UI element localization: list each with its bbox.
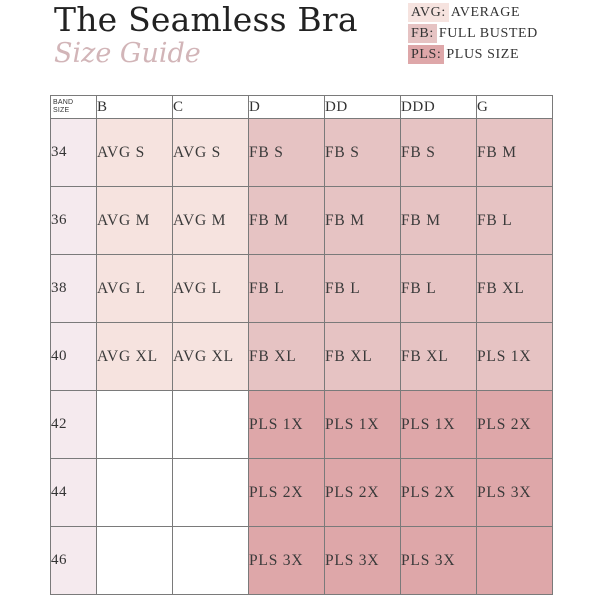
table-row (51, 527, 553, 595)
size-cell: FB M (401, 187, 477, 255)
size-chart-table (50, 95, 553, 595)
size-cell: PLS 1X (477, 323, 553, 391)
band-size-cell: 40 (51, 323, 97, 391)
legend-label-full-busted: FULL BUSTED (438, 25, 538, 41)
legend-code-full-busted: FB: (408, 24, 437, 43)
band-size-cell: 44 (51, 459, 97, 527)
band-size-cell: 36 (51, 187, 97, 255)
size-cell: FB M (249, 187, 325, 255)
size-cell: AVG XL (173, 323, 249, 391)
cup-header: B (97, 96, 173, 119)
size-cell: FB XL (477, 255, 553, 323)
size-cell-empty (173, 459, 249, 527)
size-cell: FB XL (401, 323, 477, 391)
size-cell: PLS 3X (401, 527, 477, 595)
size-cell: PLS 1X (249, 391, 325, 459)
table-row (51, 187, 553, 255)
size-cell: FB M (325, 187, 401, 255)
size-cell: PLS 3X (249, 527, 325, 595)
size-cell: FB L (401, 255, 477, 323)
size-cell: FB L (477, 187, 553, 255)
size-cell: AVG S (173, 119, 249, 187)
band-size-header: BAND SIZE (51, 96, 97, 119)
size-cell: PLS 3X (325, 527, 401, 595)
legend-item-average (408, 2, 538, 23)
legend-label-average: AVERAGE (450, 4, 521, 20)
size-cell: AVG L (173, 255, 249, 323)
size-cell: AVG M (97, 187, 173, 255)
legend-item-full-busted (408, 23, 538, 44)
size-cell-empty (97, 459, 173, 527)
size-cell: PLS 1X (401, 391, 477, 459)
size-cell: PLS 3X (477, 459, 553, 527)
band-size-cell: 46 (51, 527, 97, 595)
table-row (51, 255, 553, 323)
band-size-cell: 38 (51, 255, 97, 323)
header-row (51, 96, 553, 119)
legend-label-plus-size: PLUS SIZE (446, 46, 520, 62)
band-size-cell: 42 (51, 391, 97, 459)
size-cell: AVG XL (97, 323, 173, 391)
size-cell: FB XL (325, 323, 401, 391)
table-row (51, 459, 553, 527)
size-cell: FB L (249, 255, 325, 323)
cup-header: G (477, 96, 553, 119)
size-cell: FB S (325, 119, 401, 187)
cup-header: DD (325, 96, 401, 119)
size-cell: FB M (477, 119, 553, 187)
size-cell: AVG M (173, 187, 249, 255)
legend-code-average: AVG: (408, 3, 449, 22)
size-cell-empty (173, 391, 249, 459)
size-cell: AVG S (97, 119, 173, 187)
page-subtitle: Size Guide (54, 38, 201, 69)
size-cell (477, 527, 553, 595)
size-cell: PLS 1X (325, 391, 401, 459)
legend (408, 2, 538, 65)
legend-item-plus-size (408, 44, 538, 65)
cup-header: D (249, 96, 325, 119)
size-cell: PLS 2X (325, 459, 401, 527)
size-cell-empty (173, 527, 249, 595)
cup-header: DDD (401, 96, 477, 119)
cup-header: C (173, 96, 249, 119)
size-cell: FB S (249, 119, 325, 187)
size-cell: PLS 2X (249, 459, 325, 527)
table-row (51, 323, 553, 391)
table-row (51, 119, 553, 187)
legend-code-plus-size: PLS: (408, 45, 444, 64)
size-cell: AVG L (97, 255, 173, 323)
size-cell: FB XL (249, 323, 325, 391)
table-row (51, 391, 553, 459)
size-cell-empty (97, 391, 173, 459)
size-cell: PLS 2X (401, 459, 477, 527)
band-size-cell: 34 (51, 119, 97, 187)
size-cell: PLS 2X (477, 391, 553, 459)
size-cell-empty (97, 527, 173, 595)
size-cell: FB S (401, 119, 477, 187)
size-cell: FB L (325, 255, 401, 323)
page-title: The Seamless Bra (54, 0, 358, 39)
